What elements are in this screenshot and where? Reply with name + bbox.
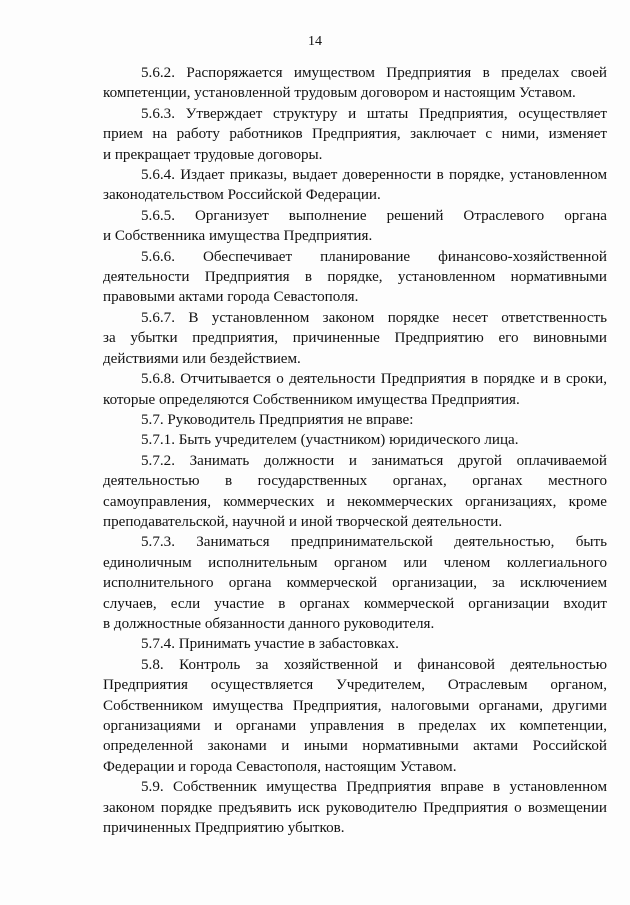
text-line: которые определяются Собственником имущества Предприятия. (103, 391, 520, 408)
text-line: 5.6.2. Распоряжается имуществом Предприятия в пределах своей (141, 65, 607, 81)
text-line: 5.7.3. Заниматься предпринимательской деятельностью, быть (141, 534, 607, 551)
text-line: 5.7. Руководитель Предприятия не вправе: (141, 411, 414, 428)
text-line: за убытки предприятия, причиненные Предприятию его виновными (103, 330, 607, 347)
text-line: определенной законами и иными нормативными актами Российской (103, 738, 607, 755)
text-line: и прекращает трудовые договоры. (103, 146, 323, 163)
paragraph (103, 655, 607, 777)
text-line: законодательством Российской Федерации. (103, 187, 381, 204)
text-line: и Собственника имущества Предприятия. (103, 228, 373, 245)
text-line: 5.6.5. Организует выполнение решений Отраслевого органа (141, 207, 607, 224)
paragraph (103, 308, 607, 369)
text-line: преподавательской, научной и иной творческой деятельности. (103, 513, 503, 530)
text-line: законом порядке предъявить иск руководителю Предприятия о возмещении (103, 799, 607, 816)
text-line: деятельности Предприятия в порядке, установленном нормативными (103, 269, 607, 286)
text-line: в должностные обязанности данного руководителя. (103, 615, 435, 632)
paragraph (103, 634, 607, 654)
text-line: 5.7.2. Занимать должности и заниматься другой оплачиваемой (141, 452, 607, 469)
paragraph (103, 410, 607, 430)
text-line: случаев, если участие в органах коммерческой организации входит (103, 595, 607, 612)
page-number: 14 (308, 34, 322, 49)
text-line: 5.7.1. Быть учредителем (участником) юридического лица. (141, 432, 519, 449)
text-line: деятельностью в государственных органах, органах местного (103, 473, 607, 490)
paragraph (103, 532, 607, 634)
text-line: 5.6.3. Утверждает структуру и штаты Предприятия, осуществляет (141, 105, 607, 122)
paragraph (103, 430, 607, 450)
text-line: действиями или бездействием. (103, 350, 301, 367)
text-line: 5.8. Контроль за хозяйственной и финансовой деятельностью (141, 656, 607, 673)
text-line: Предприятия осуществляется Учредителем, Отраслевым органом, (103, 677, 607, 694)
text-line: 5.6.8. Отчитывается о деятельности Предприятия в порядке и в сроки, (141, 371, 607, 388)
text-line: организациями и органами управления в пределах их компетенции, (103, 718, 607, 734)
text-line: единоличным исполнительным органом или членом коллегиального (103, 554, 607, 571)
text-line: правовыми актами города Севастополя. (103, 289, 359, 306)
text-line: причиненных Предприятию убытков. (103, 820, 345, 837)
paragraph (103, 104, 607, 165)
text-line: прием на работу работников Предприятия, заключает с ними, изменяет (103, 126, 607, 143)
paragraph (103, 165, 607, 206)
text-line: 5.7.4. Принимать участие в забастовках. (141, 636, 399, 653)
text-line: самоуправления, коммерческих и некоммерческих организациях, кроме (103, 493, 607, 510)
text-line: 5.6.4. Издает приказы, выдает доверенности в порядке, установленном (141, 167, 607, 184)
paragraph (103, 247, 607, 308)
paragraph (103, 777, 607, 838)
text-line: 5.6.6. Обеспечивает планирование финансово-хозяйственной (141, 248, 607, 265)
text-line: 5.6.7. В установленном законом порядке несет ответственность (141, 309, 607, 326)
text-line: Федерации и города Севастополя, настоящим Уставом. (103, 758, 457, 775)
text-line: компетенции, установленной трудовым договором и настоящим Уставом. (103, 85, 576, 102)
text-line: исполнительного органа коммерческой организации, за исключением (103, 575, 607, 592)
paragraph (103, 451, 607, 533)
text-line: 5.9. Собственник имущества Предприятия вправе в установленном (141, 779, 607, 796)
document-body (103, 63, 607, 838)
paragraph (103, 206, 607, 247)
paragraph (103, 369, 607, 410)
paragraph (103, 63, 607, 104)
text-line: Собственником имущества Предприятия, налоговыми органами, другими (103, 697, 607, 714)
